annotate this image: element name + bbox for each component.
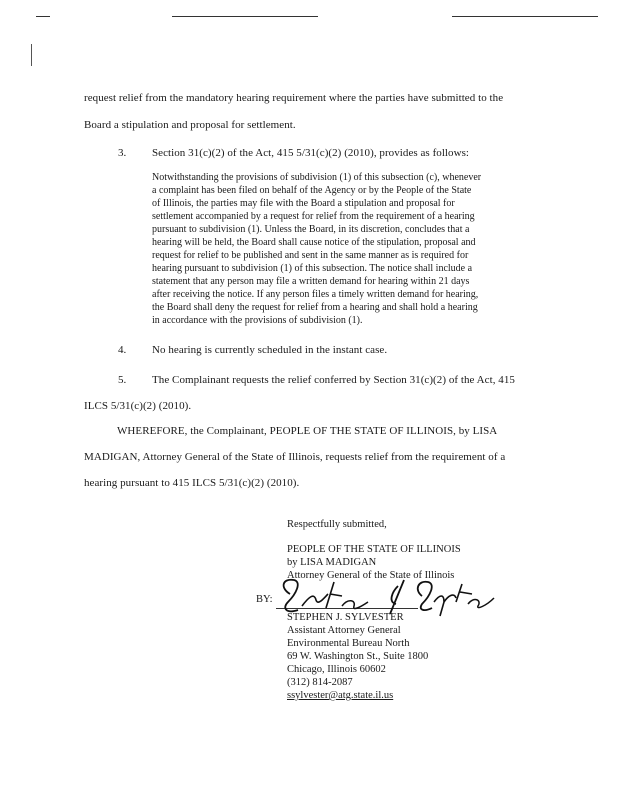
bureau: Environmental Bureau North (287, 638, 410, 649)
city: Chicago, Illinois 60602 (287, 664, 386, 675)
item-4-text: No hearing is currently scheduled in the instant case. (152, 344, 388, 356)
left-margin-mark (31, 44, 32, 66)
intro-line-1: request relief from the mandatory hearing requirement where the parties have submitted to the (84, 92, 504, 104)
party-name: PEOPLE OF THE STATE OF ILLINOIS (287, 544, 461, 555)
top-rule-left (36, 16, 50, 17)
quote-line: hearing will be held, the Board shall cause notice of the stipulation, proposal and (152, 237, 476, 248)
wherefore-line-3: hearing pursuant to 415 ILCS 5/31(c)(2) (2010). (84, 477, 300, 489)
quote-line: settlement accompanied by a request for relief from the requirement of a hearing (152, 211, 475, 222)
item-5-text: The Complainant requests the relief conferred by Section 31(c)(2) of the Act, 415 (152, 374, 515, 386)
top-rule-mid (172, 16, 318, 17)
wherefore-line-2: MADIGAN, Attorney General of the State of Illinois, requests relief from the requirement of a (84, 451, 506, 463)
item-5-number: 5. (118, 374, 127, 386)
by-line: by LISA MADIGAN (287, 557, 377, 568)
quote-line: after receiving the notice. If any person files a timely written demand for hearing, (152, 289, 479, 300)
top-rule-right (452, 16, 598, 17)
quote-line: of Illinois, the parties may file with the Board a stipulation and proposal for (152, 198, 455, 209)
phone: (312) 814-2087 (287, 677, 353, 688)
signer-title: Assistant Attorney General (287, 625, 401, 636)
signer-name: STEPHEN J. SYLVESTER (287, 612, 404, 623)
quote-line: request for relief to be published and sent in the same manner as is required for (152, 250, 469, 261)
quote-line: the Board shall deny the request for relief from a hearing and shall hold a hearing (152, 302, 478, 313)
intro-line-2: Board a stipulation and proposal for settlement. (84, 119, 296, 131)
quote-line: statement that any person may file a written demand for hearing within 21 days (152, 276, 470, 287)
ag-title: Attorney General of the State of Illinois (287, 570, 455, 581)
email-link[interactable]: ssylvester@atg.state.il.us (287, 690, 394, 701)
quote-line: a complaint has been filed on behalf of the Agency or by the People of the State (152, 185, 472, 196)
by-label: BY: (256, 594, 273, 605)
quote-line: hearing pursuant to subdivision (1) of this subsection. The notice shall include a (152, 263, 473, 274)
wherefore-line-1: WHEREFORE, the Complainant, PEOPLE OF THE STATE OF ILLINOIS, by LISA (117, 425, 498, 437)
address: 69 W. Washington St., Suite 1800 (287, 651, 429, 662)
item-4-number: 4. (118, 344, 127, 356)
closing: Respectfully submitted, (287, 519, 387, 530)
item-3-number: 3. (118, 147, 127, 159)
quote-line: pursuant to subdivision (1). Unless the Board, in its discretion, concludes that a (152, 224, 470, 235)
item-3-text: Section 31(c)(2) of the Act, 415 5/31(c)(2) (2010), provides as follows: (152, 147, 470, 159)
quote-line: Notwithstanding the provisions of subdivision (1) of this subsection (c), whenever (152, 172, 482, 183)
item-5-line-2: ILCS 5/31(c)(2) (2010). (84, 400, 192, 412)
quote-line: in accordance with the provisions of subdivision (1). (152, 315, 363, 326)
